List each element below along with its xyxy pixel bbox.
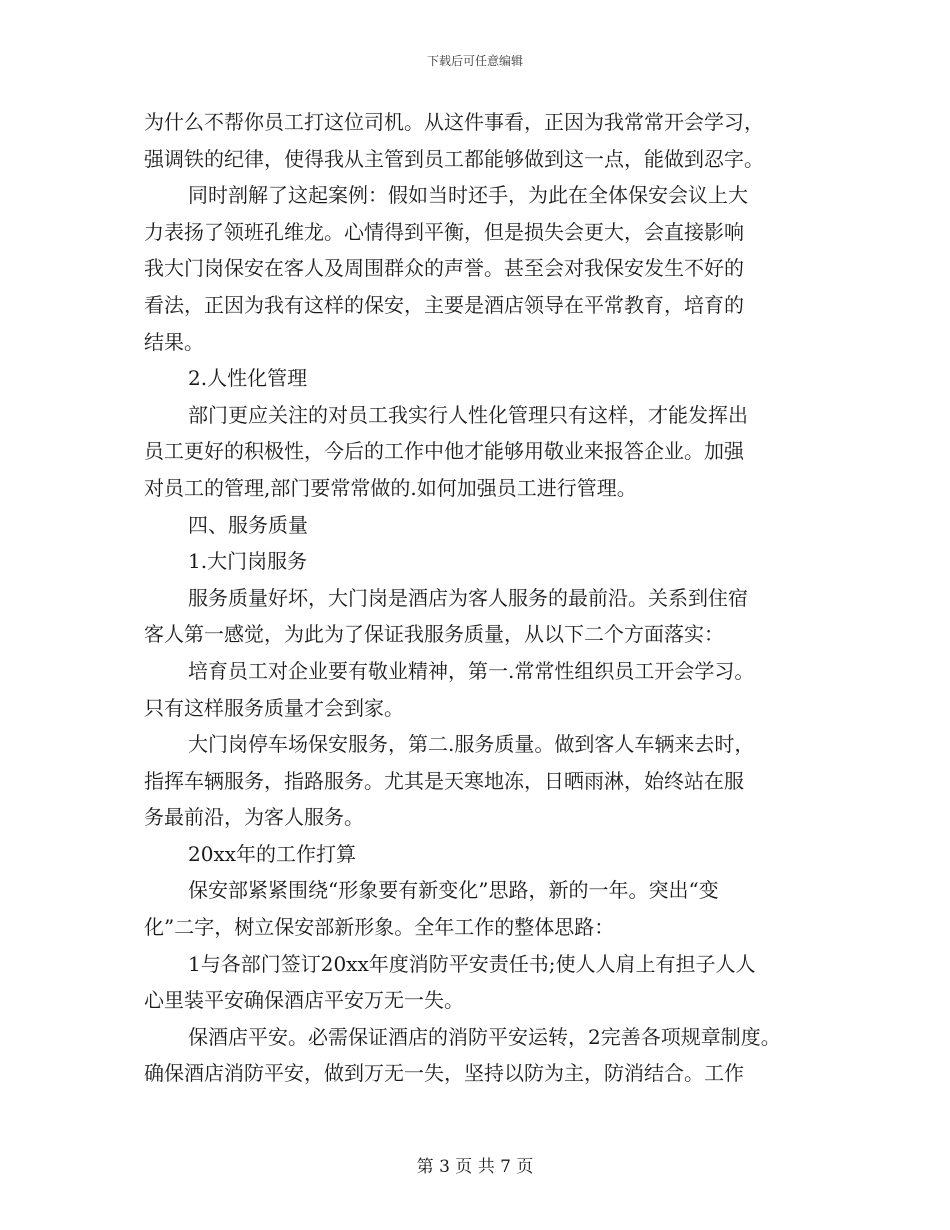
text-line: 力表扬了领班孔维龙。心情得到平衡，但是损失会更大，会直接影响 [144,219,744,244]
text-line: 强调铁的纪律，使得我从主管到员工都能够做到这一点，能做到忍字。 [144,146,764,171]
text-line: 培育员工对企业要有敬业精神，第一.常常性组织员工开会学习。 [188,658,755,683]
page-header-note: 下载后可任意编辑 [426,54,523,68]
section-heading: 四、服务质量 [188,512,308,537]
text-line: 部门更应关注的对员工我实行人性化管理只有这样，才能发挥出 [188,402,748,427]
text-line: 结果。 [144,329,204,354]
text-line: 对员工的管理,部门要常常做的.如何加强员工进行管理。 [144,475,637,500]
text-line: 保酒店平安。必需保证酒店的消防平安运转，2完善各项规章制度。 [188,1024,781,1049]
text-line: 确保酒店消防平安，做到万无一失，坚持以防为主，防消结合。工作 [144,1061,744,1086]
text-line: 化”二字，树立保安部新形象。全年工作的整体思路： [144,915,615,940]
text-line: 只有这样服务质量才会到家。 [144,695,404,720]
text-line: 员工更好的积极性，今后的工作中他才能够用敬业来报答企业。加强 [144,439,744,464]
document-body [144,104,844,1092]
section-heading: 20xx年的工作打算 [188,841,357,866]
text-line: 保安部紧紧围绕“形象要有新变化”思路，新的一年。突出“变 [188,878,719,903]
text-line: 我大门岗保安在客人及周围群众的声誉。甚至会对我保安发生不好的 [144,256,744,281]
text-line: 1与各部门签订20xx年度消防平安责任书;使人人肩上有担子人人 [188,951,756,976]
text-line: 心里装平安确保酒店平安万无一失。 [144,988,464,1013]
text-line: 同时剖解了这起案例：假如当时还手，为此在全体保安会议上大 [188,183,748,208]
text-line: 看法，正因为我有这样的保安，主要是酒店领导在平常教育，培育的 [144,292,744,317]
text-line: 为什么不帮你员工打这位司机。从这件事看，正因为我常常开会学习， [144,110,764,134]
page-number-footer: 第 3 页 共 7 页 [416,1157,534,1177]
text-line: 指挥车辆服务，指路服务。尤其是天寒地冻，日晒雨淋，始终站在服 [144,768,744,793]
section-heading: 1.大门岗服务 [188,549,308,574]
text-line: 客人第一感觉，为此为了保证我服务质量，从以下二个方面落实： [144,622,724,647]
text-line: 大门岗停车场保安服务，第二.服务质量。做到客人车辆来去时， [188,732,755,757]
text-line: 服务质量好坏，大门岗是酒店为客人服务的最前沿。关系到住宿 [188,585,748,610]
text-line: 务最前沿，为客人服务。 [144,805,364,830]
section-heading: 2.人性化管理 [188,366,308,391]
